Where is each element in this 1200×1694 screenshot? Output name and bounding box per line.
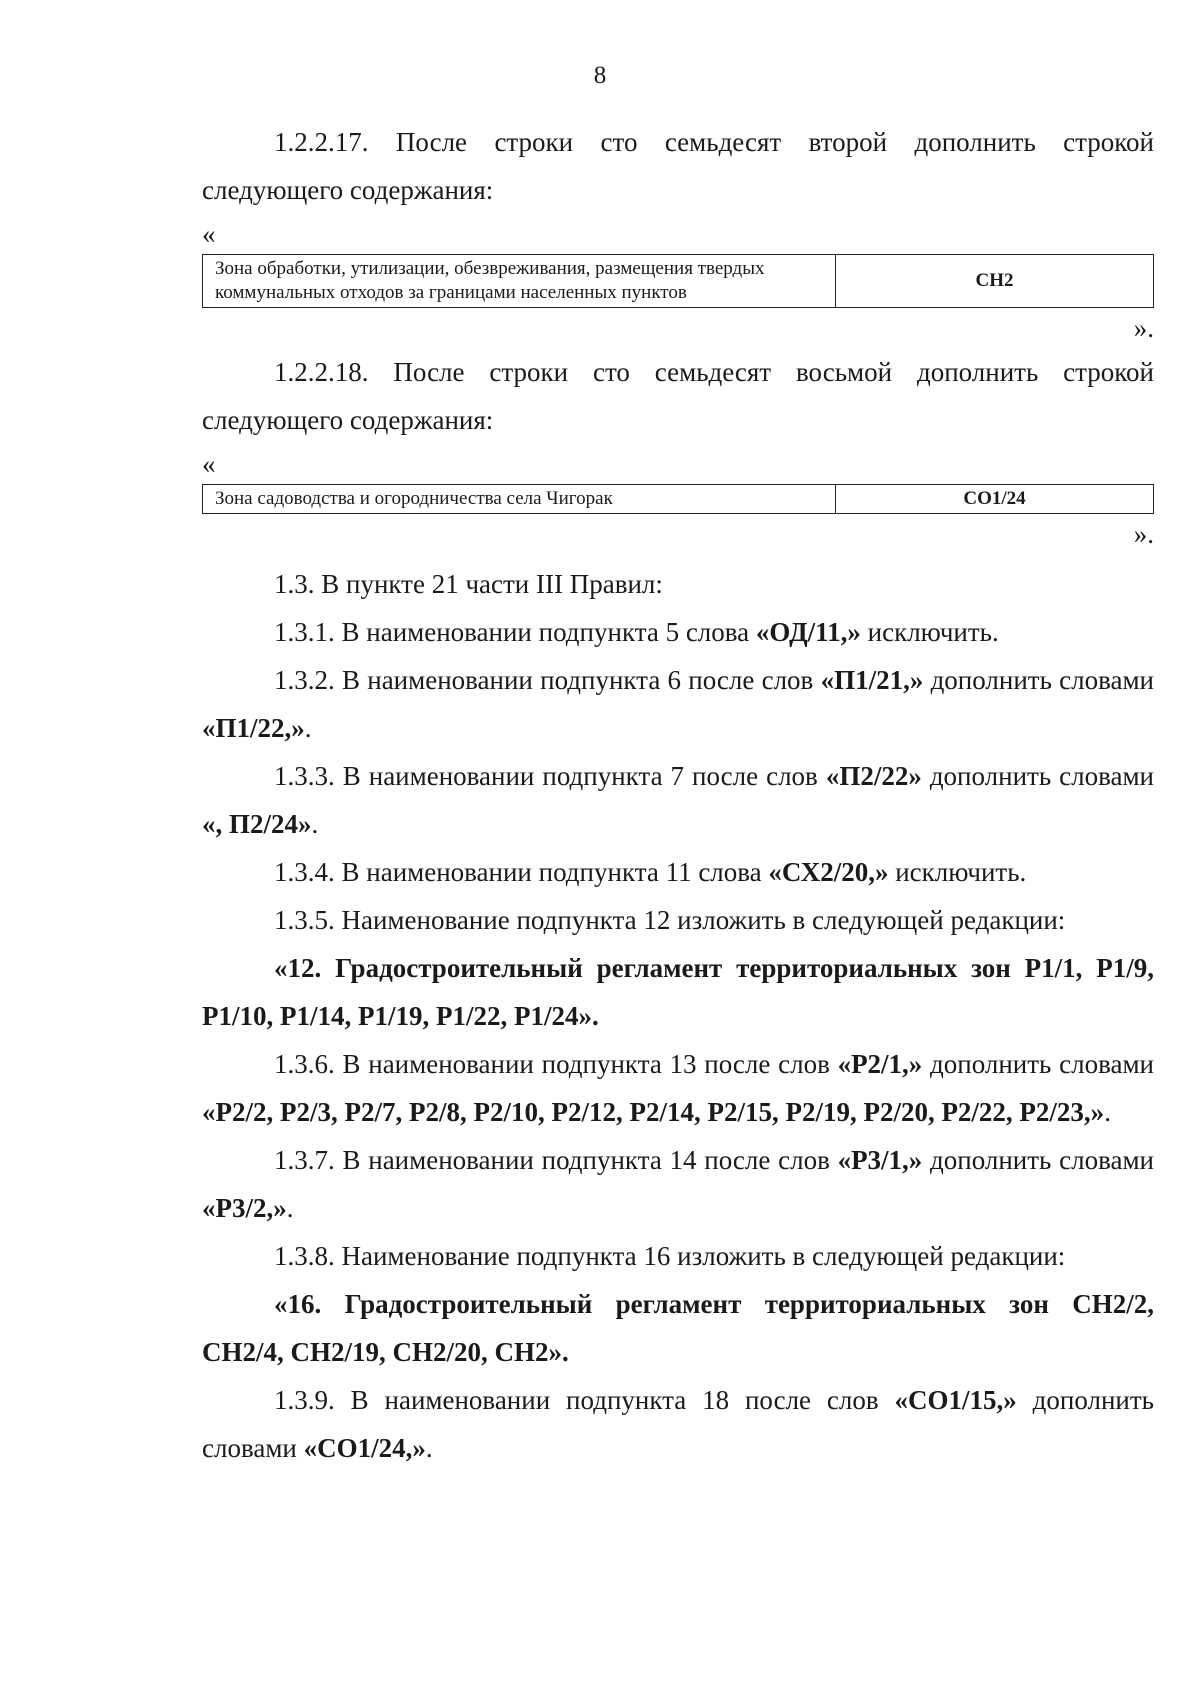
bold-zone-code: «Р3/2,» (202, 1193, 287, 1223)
text-run: 1.3.9. В наименовании подпункта 18 после слов (274, 1385, 895, 1415)
bold-zone-code: «Р3/1,» (837, 1145, 923, 1175)
text-run: дополнить словами (202, 1385, 1154, 1463)
text-run: . (311, 809, 319, 839)
text-run: 1.3.6. В наименовании подпункта 13 после слов (274, 1049, 838, 1079)
paragraph-1-3-1 (202, 608, 1154, 656)
bold-zone-code: «СХ2/20,» (768, 857, 889, 887)
paragraph-1-3-8: 1.3.8. Наименование подпункта 16 изложить в следующей редакции: (274, 1241, 1066, 1271)
paragraph-1-2-2-18: 1.2.2.18. После строки сто семьдесят восьмой дополнить строкой следующего содержания: (202, 357, 1154, 435)
open-quote: « (202, 219, 216, 249)
paragraph-1-3: 1.3. В пункте 21 части III Правил: (274, 569, 663, 599)
paragraph-1-3-6 (202, 1040, 1154, 1136)
zone-code-cell: СН2 (836, 255, 1154, 308)
close-quote: ». (1133, 519, 1154, 549)
text-run: 1.3.3. В наименовании подпункта 7 после слов (274, 761, 826, 791)
document-body (202, 118, 1154, 1472)
paragraph-1-3-9 (202, 1376, 1154, 1472)
text-run: . (425, 1433, 433, 1463)
paragraph-1-3-2 (202, 656, 1154, 752)
paragraph-1-3-7 (202, 1136, 1154, 1232)
text-run: 1.3.2. В наименовании подпункта 6 после слов (274, 665, 821, 695)
paragraph-1-2-2-17: 1.2.2.17. После строки сто семьдесят второй дополнить строкой следующего содержания: (202, 127, 1154, 205)
bold-zone-code: «П1/21,» (820, 665, 924, 695)
text-run: дополнить словами (921, 761, 1155, 791)
text-run: 1.3.7. В наименовании подпункта 14 после слов (274, 1145, 838, 1175)
bold-zone-code: «СО1/24,» (303, 1433, 426, 1463)
insert-table-2 (202, 484, 1154, 514)
bold-zone-code: «П2/22» (825, 761, 922, 791)
text-run: дополнить словами (922, 1145, 1154, 1175)
paragraph-1-3-5: 1.3.5. Наименование подпункта 12 изложить в следующей редакции: (274, 905, 1066, 935)
text-run: дополнить словами (922, 1049, 1154, 1079)
insert-table-1 (202, 254, 1154, 308)
bold-zone-code: «Р2/1,» (837, 1049, 923, 1079)
bold-zone-code: «Р2/2, Р2/3, Р2/7, Р2/8, Р2/10, Р2/12, Р2/14, Р2/15, Р2/19, Р2/20, Р2/22, Р2/23,» (202, 1097, 1105, 1127)
text-run: дополнить словами (923, 665, 1155, 695)
text-run: 1.3.1. В наименовании подпункта 5 слова (274, 617, 756, 647)
zone-code-cell: СО1/24 (836, 485, 1154, 514)
bold-zone-code: «ОД/11,» (755, 617, 861, 647)
table-row (203, 255, 1154, 308)
page-number: 8 (593, 62, 607, 89)
bold-zone-code: «П1/22,» (202, 713, 305, 743)
text-run: исключить. (888, 857, 1027, 887)
bold-zone-code: «, П2/24» (202, 809, 312, 839)
paragraph-1-3-3 (202, 752, 1154, 848)
open-quote: « (202, 449, 216, 479)
bold-quoted-heading: «12. Градостроительный регламент территориальных зон Р1/1, Р1/9, Р1/10, Р1/14, Р1/19, Р1/22, Р1/24». (202, 953, 1154, 1031)
paragraph-1-3-8-quote (202, 1280, 1154, 1376)
paragraph-1-3-4 (202, 848, 1154, 896)
zone-name-cell: Зона садоводства и огородничества села Чигорак (203, 485, 836, 514)
text-run: исключить. (860, 617, 999, 647)
paragraph-1-3-5-quote (202, 944, 1154, 1040)
bold-quoted-heading: «16. Градостроительный регламент территориальных зон СН2/2, СН2/4, СН2/19, СН2/20, СН2». (202, 1289, 1154, 1367)
text-run: . (304, 713, 312, 743)
text-run: . (286, 1193, 294, 1223)
text-run: . (1104, 1097, 1111, 1127)
bold-zone-code: «СО1/15,» (894, 1385, 1017, 1415)
close-quote: ». (1133, 313, 1154, 343)
zone-name-cell: Зона обработки, утилизации, обезвреживания, размещения твердых коммунальных отходов за границами населенных пунктов (203, 255, 836, 308)
text-run: 1.3.4. В наименовании подпункта 11 слова (274, 857, 769, 887)
table-row (203, 485, 1154, 514)
